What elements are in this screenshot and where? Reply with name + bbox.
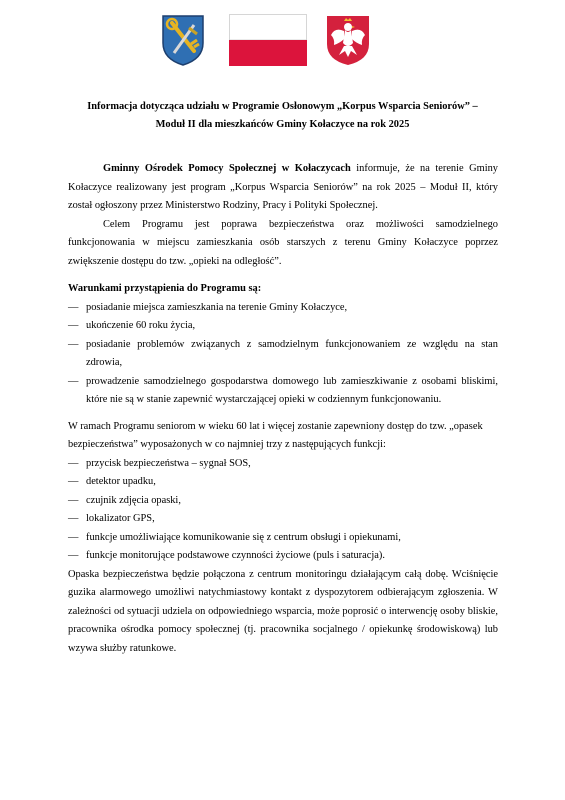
closing-paragraph: Opaska bezpieczeństwa będzie połączona z centrum monitoringu działającym całą dobę. Wciśnięcie guzika alarmowego umożliwi natychmiastowy kontakt z dyspozytorem odbierającym zgłoszenia. W zależności od sytuacji udziela on odpowiedniego wsparcia, może poprosić o interwencję osoby bliskie, pracownika ośrodka pomocy społecznej (tj. pracownika socjalnego / opiekunkę środowiskową) lub wzywa służby ratunkowe. xyxy=(68,568,498,654)
dash-marker: — xyxy=(68,550,79,561)
band-functions-list xyxy=(68,455,498,566)
dash-marker: — xyxy=(68,457,79,469)
dash-marker: — xyxy=(68,375,79,387)
dash-marker: — xyxy=(68,531,79,543)
list-item: — prowadzenie samodzielnego gospodarstwa domowego lub zamieszkiwanie z osobami bliskimi, które nie są w stanie zapewnić wystarczającej opieki w codziennym funkcjonowaniu. xyxy=(68,373,498,410)
dash-marker: — xyxy=(68,301,79,313)
dash-marker: — xyxy=(68,320,79,331)
band-intro-paragraph: W ramach Programu seniorom w wieku 60 lat i więcej zostanie zapewniony dostęp do tzw. „opasek bezpieczeństwa” wyposażonych w co najmniej trzy z następujących funkcji: xyxy=(68,420,483,450)
intro-paragraph xyxy=(68,160,498,216)
dash-marker: — xyxy=(68,513,79,524)
list-item: — czujnik zdjęcia opaski, xyxy=(68,492,498,511)
document-title xyxy=(60,98,505,134)
list-item: — detektor upadku, xyxy=(68,473,498,492)
list-item: — posiadanie miejsca zamieszkania na terenie Gminy Kołaczyce, xyxy=(68,299,498,318)
list-item: — przycisk bezpieczeństwa – sygnał SOS, xyxy=(68,455,498,474)
kolaczyce-crest-icon xyxy=(160,13,206,67)
organization-name: Gminny Ośrodek Pomocy Społecznej w Kołaczycach xyxy=(103,163,351,174)
title-line-1: Informacja dotycząca udziału w Programie Osłonowym „Korpus Wsparcia Seniorów” – xyxy=(87,101,478,112)
header-emblems xyxy=(0,13,565,69)
list-item: — lokalizator GPS, xyxy=(68,510,498,529)
list-item: — funkcje umożliwiające komunikowanie się z centrum obsługi i opiekunami, xyxy=(68,529,498,548)
intro-text: informuje, że na terenie Gminy Kołaczyce realizowany jest program „Korpus Wsparcia Seniorów” na rok 2025 – Moduł II, który został ogłoszony przez Ministerstwo Rodziny, Pracy i Polityki Społecznej. xyxy=(68,163,498,211)
poland-eagle-icon xyxy=(325,13,371,67)
list-item: — funkcje monitorujące podstawowe czynności życiowe (puls i saturacja). xyxy=(68,547,498,566)
conditions-list xyxy=(68,299,498,410)
list-item: — posiadanie problemów związanych z samodzielnym funkcjonowaniem ze względu na stan zdrowia, xyxy=(68,336,498,373)
list-item: — ukończenie 60 roku życia, xyxy=(68,317,498,336)
dash-marker: — xyxy=(68,494,79,506)
program-goal-paragraph: Celem Programu jest poprawa bezpieczeństwa oraz możliwości samodzielnego funkcjonowania w miejscu zamieszkania osób starszych z terenu Gminy Kołaczyce poprzez zwiększenie dostępu do tzw. „opieki na odległość”. xyxy=(68,218,498,267)
dash-marker: — xyxy=(68,476,79,487)
title-line-2: Moduł II dla mieszkańców Gminy Kołaczyce na rok 2025 xyxy=(155,119,410,130)
document-body xyxy=(68,160,498,658)
conditions-heading: Warunkami przystąpienia do Programu są: xyxy=(68,283,262,294)
poland-flag-icon xyxy=(229,14,307,66)
dash-marker: — xyxy=(68,338,79,350)
